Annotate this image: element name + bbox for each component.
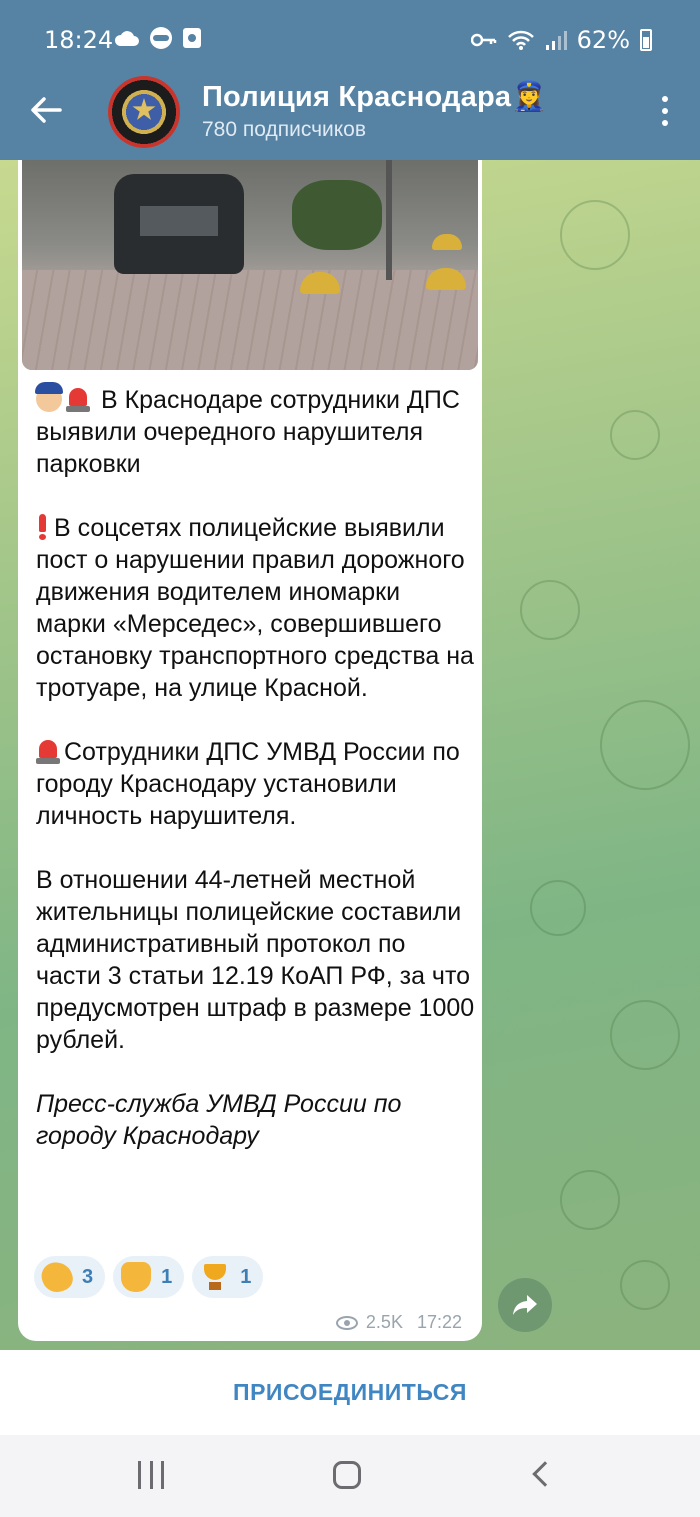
message-text <box>36 384 476 1152</box>
doodle-icon <box>560 200 630 270</box>
trophy-icon <box>200 1262 230 1292</box>
thumbs-down-icon <box>121 1262 151 1292</box>
photo-pavement <box>22 270 478 370</box>
views-eye-icon <box>336 1316 358 1330</box>
message-time: 17:22 <box>416 1312 462 1332</box>
vpn-robot-icon <box>148 26 174 50</box>
siren-icon <box>36 738 60 764</box>
app-header <box>0 0 700 160</box>
share-button[interactable] <box>498 1278 552 1332</box>
wifi-icon <box>507 29 535 51</box>
message-paragraph: В отношении 44-летней местной жительницы полицейские составили административный протокол по части 3 статьи 12.19 КоАП РФ, за что предусмотрен штраф в размере 1000 рублей. <box>36 866 475 1054</box>
reaction-count: 1 <box>240 1265 252 1288</box>
battery-icon <box>640 29 652 51</box>
doodle-icon <box>600 700 690 790</box>
signal-icon <box>545 29 567 51</box>
subscriber-count: 780 подписчиков <box>202 118 367 141</box>
system-nav-bar <box>0 1435 700 1517</box>
doodle-icon <box>560 1170 620 1230</box>
key-icon <box>471 33 497 47</box>
reactions-row <box>34 1256 263 1298</box>
message-meta <box>336 1312 462 1333</box>
status-left-icons <box>114 26 202 50</box>
recent-apps-icon[interactable] <box>138 1461 164 1489</box>
reaction-thumbs-down[interactable] <box>113 1256 184 1298</box>
police-badge-icon <box>132 98 156 122</box>
status-bar <box>0 0 700 80</box>
message-paragraph: В Краснодаре сотрудники ДПС выявили очередного нарушителя парковки <box>36 386 460 478</box>
doodle-icon <box>610 1000 680 1070</box>
exclamation-icon <box>36 514 48 540</box>
status-time: 18:24 <box>44 26 114 54</box>
photo-bumper <box>432 234 462 250</box>
chat-background <box>0 160 700 1350</box>
doodle-icon <box>610 410 660 460</box>
share-arrow-icon <box>512 1294 538 1316</box>
clapping-hands-icon <box>38 1258 76 1296</box>
reaction-trophy[interactable] <box>192 1256 263 1298</box>
system-back-icon[interactable] <box>532 1461 557 1486</box>
doodle-icon <box>620 1260 670 1310</box>
doodle-icon <box>520 580 580 640</box>
photo-tree <box>292 180 382 250</box>
more-options-icon[interactable] <box>660 96 670 126</box>
photo-pole <box>386 160 392 280</box>
status-right-icons <box>471 26 652 54</box>
home-icon[interactable] <box>333 1461 361 1489</box>
reaction-count: 3 <box>82 1265 94 1288</box>
siren-icon <box>66 386 90 412</box>
screenshot-icon <box>182 27 202 49</box>
channel-title[interactable]: Полиция Краснодара👮‍♀️ <box>202 81 548 113</box>
message-signature: Пресс-служба УМВД России по городу Краснодару <box>36 1090 402 1150</box>
message-paragraph: Сотрудники ДПС УМВД России по городу Краснодару установили личность нарушителя. <box>36 738 460 830</box>
reaction-count: 1 <box>161 1265 173 1288</box>
join-button[interactable]: ПРИСОЕДИНИТЬСЯ <box>233 1379 467 1405</box>
photo-car <box>114 174 244 274</box>
view-count: 2.5K <box>365 1312 403 1332</box>
reaction-clap[interactable] <box>34 1256 105 1298</box>
message-paragraph: В соцсетях полицейские выявили пост о нарушении правил дорожного движения водителем иномарки марки «Мерседес», совершившего остановку транспортного средства на тротуаре, на улице Красной. <box>36 514 474 702</box>
cloud-icon <box>114 29 140 47</box>
doodle-icon <box>530 880 586 936</box>
message-bubble[interactable] <box>18 160 482 1341</box>
battery-percent: 62% <box>576 26 630 54</box>
join-bar <box>0 1350 700 1435</box>
channel-avatar[interactable] <box>108 76 180 148</box>
message-photo[interactable] <box>22 160 478 370</box>
police-officer-icon <box>36 386 62 412</box>
back-arrow-icon[interactable] <box>28 92 64 128</box>
